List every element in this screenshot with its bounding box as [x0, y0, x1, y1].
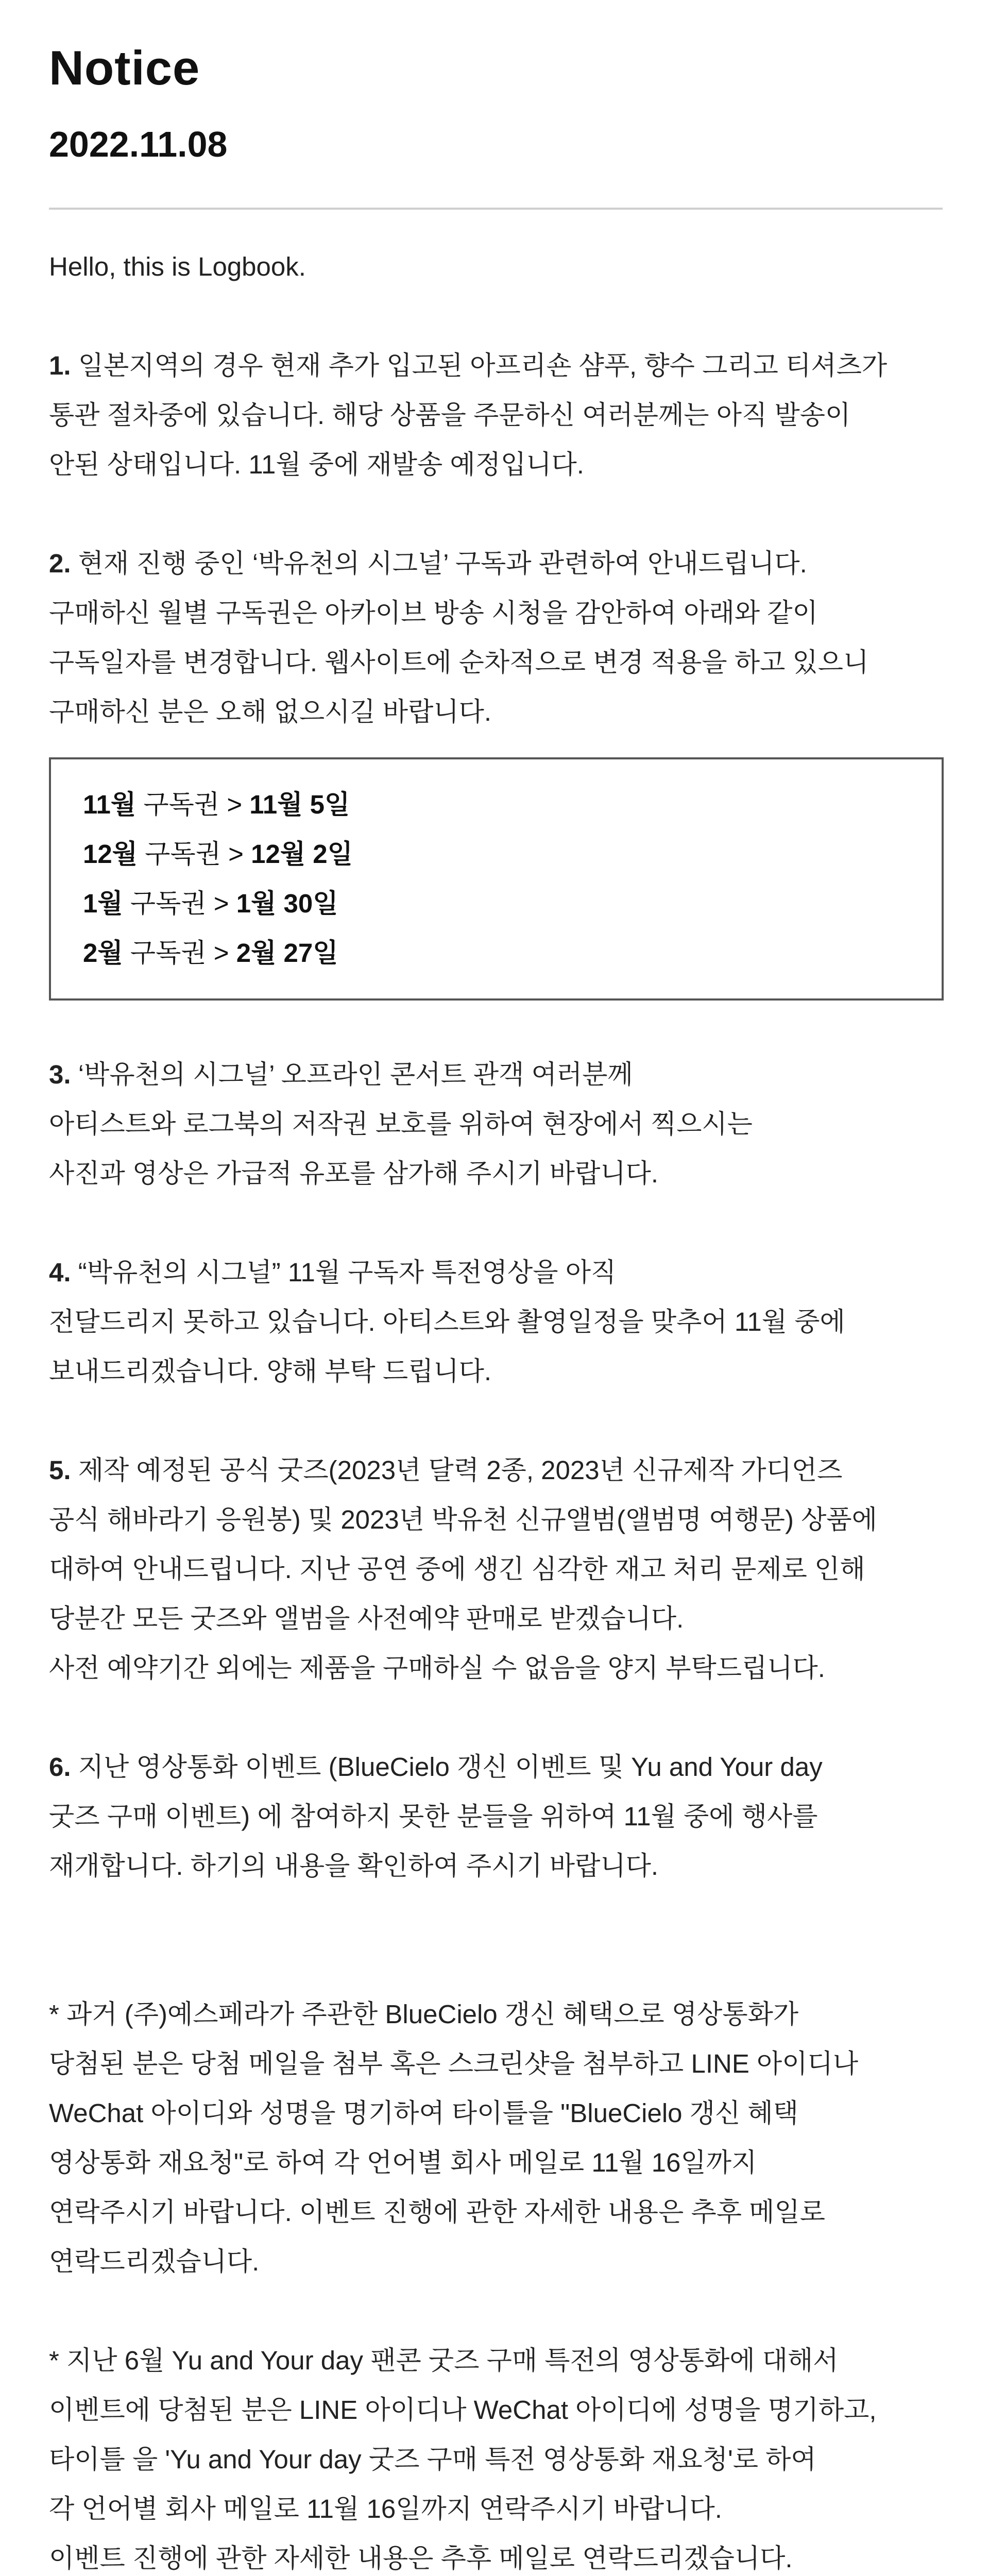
item-number: 6.: [49, 1752, 71, 1782]
item-line: 구매하신 분은 오해 없으시길 바랍니다.: [49, 697, 492, 726]
item-line: 사진과 영상은 가급적 유포를 삼가해 주시기 바랍니다.: [49, 1159, 659, 1188]
item-line: 구매하신 월별 구독권은 아카이브 방송 시청을 감안하여 아래와 같이: [49, 598, 818, 628]
item-line: 공식 해바라기 응원봉) 및 2023년 박유천 신규앨범(앨범명 여행문) 상품에: [49, 1505, 877, 1534]
subscription-row: 11월 구독권 > 11월 5일: [83, 790, 350, 819]
subscription-row: 2월 구독권 > 2월 27일: [83, 938, 338, 968]
item-number: 4.: [49, 1258, 71, 1287]
item-1: [49, 341, 943, 391]
greeting: Hello, this is Logbook.: [49, 252, 306, 281]
item-line: 전달드리지 못하고 있습니다. 아티스트와 촬영일정을 맞추어 11월 중에: [49, 1307, 845, 1336]
note-line: 영상통화 재요청"로 하여 각 언어별 회사 메일로 11월 16일까지: [49, 2148, 757, 2177]
item-line: 통관 절차중에 있습니다. 해당 상품을 주문하신 여러분께는 아직 발송이: [49, 400, 851, 430]
item-line: 당분간 모든 굿즈와 앨범을 사전예약 판매로 받겠습니다.: [49, 1604, 684, 1633]
note-line: 이벤트 진행에 관한 자세한 내용은 추후 메일로 연락드리겠습니다.: [49, 2544, 793, 2573]
item-line: 굿즈 구매 이벤트) 에 참여하지 못한 분들을 위하여 11월 중에 행사를: [49, 1802, 818, 1831]
item-number: 2.: [49, 549, 71, 578]
item-line: 대하여 안내드립니다. 지난 공연 중에 생긴 심각한 재고 처리 문제로 인해: [49, 1554, 865, 1584]
note-line: WeChat 아이디와 성명을 명기하여 타이틀을 "BlueCielo 갱신 혜택: [49, 2098, 798, 2128]
item-number: 3.: [49, 1060, 71, 1089]
item-line: ‘박유천의 시그널’ 오프라인 콘서트 관객 여러분께: [71, 1060, 633, 1089]
top-divider: [49, 208, 943, 210]
item-line: 현재 진행 중인 ‘박유천의 시그널’ 구독과 관련하여 안내드립니다.: [71, 549, 807, 578]
item-6: [49, 1742, 943, 1792]
item-3: [49, 1050, 943, 1099]
item-line: “박유천의 시그널” 11월 구독자 특전영상을 아직: [71, 1258, 617, 1287]
notice-body: [49, 242, 943, 2576]
item-line: 구독일자를 변경합니다. 웹사이트에 순차적으로 변경 적용을 하고 있으니: [49, 648, 869, 677]
item-line: 아티스트와 로그북의 저작권 보호를 위하여 현장에서 찍으시는: [49, 1109, 753, 1139]
subscription-schedule-box: [49, 757, 944, 1001]
note-line: 연락드리겠습니다.: [49, 2247, 260, 2276]
note-line: 타이틀 을 'Yu and Your day 굿즈 구매 특전 영상통화 재요청'로 하여: [49, 2445, 816, 2474]
item-line: 일본지역의 경우 현재 추가 입고된 아프리숀 샴푸, 향수 그리고 티셔츠가: [71, 351, 888, 380]
note-line: 이벤트에 당첨된 분은 LINE 아이디나 WeChat 아이디에 성명을 명기하고,: [49, 2395, 877, 2425]
note-line: 각 언어별 회사 메일로 11월 16일까지 연락주시기 바랍니다.: [49, 2494, 722, 2523]
note-line: 당첨된 분은 당첨 메일을 첨부 혹은 스크린샷을 첨부하고 LINE 아이디나: [49, 2049, 859, 2078]
page-title: Notice: [49, 41, 200, 95]
subscription-row: 1월 구독권 > 1월 30일: [83, 889, 338, 918]
item-5: [49, 1446, 943, 1495]
item-2: [49, 539, 943, 588]
note-line: * 지난 6월 Yu and Your day 팬콘 굿즈 구매 특전의 영상통화에 대해서: [49, 2346, 839, 2375]
item-line: 재개합니다. 하기의 내용을 확인하여 주시기 바랍니다.: [49, 1851, 659, 1880]
item-number: 5.: [49, 1455, 71, 1485]
item-number: 1.: [49, 351, 71, 380]
item-line: 보내드리겠습니다. 양해 부탁 드립니다.: [49, 1357, 492, 1386]
note-line: * 과거 (주)예스페라가 주관한 BlueCielo 갱신 혜택으로 영상통화가: [49, 1999, 799, 2029]
notice-date: 2022.11.08: [49, 124, 228, 164]
subscription-row: 12월 구독권 > 12월 2일: [83, 839, 353, 869]
item-line: 제작 예정된 공식 굿즈(2023년 달력 2종, 2023년 신규제작 가디언즈: [71, 1455, 843, 1485]
note-line: 연락주시기 바랍니다. 이벤트 진행에 관한 자세한 내용은 추후 메일로: [49, 2197, 825, 2227]
item-line: 안된 상태입니다. 11월 중에 재발송 예정입니다.: [49, 450, 584, 479]
item-4: [49, 1248, 943, 1297]
item-line: 사전 예약기간 외에는 제품을 구매하실 수 없음을 양지 부탁드립니다.: [49, 1653, 825, 1683]
item-line: 지난 영상통화 이벤트 (BlueCielo 갱신 이벤트 및 Yu and Your day: [71, 1752, 823, 1782]
